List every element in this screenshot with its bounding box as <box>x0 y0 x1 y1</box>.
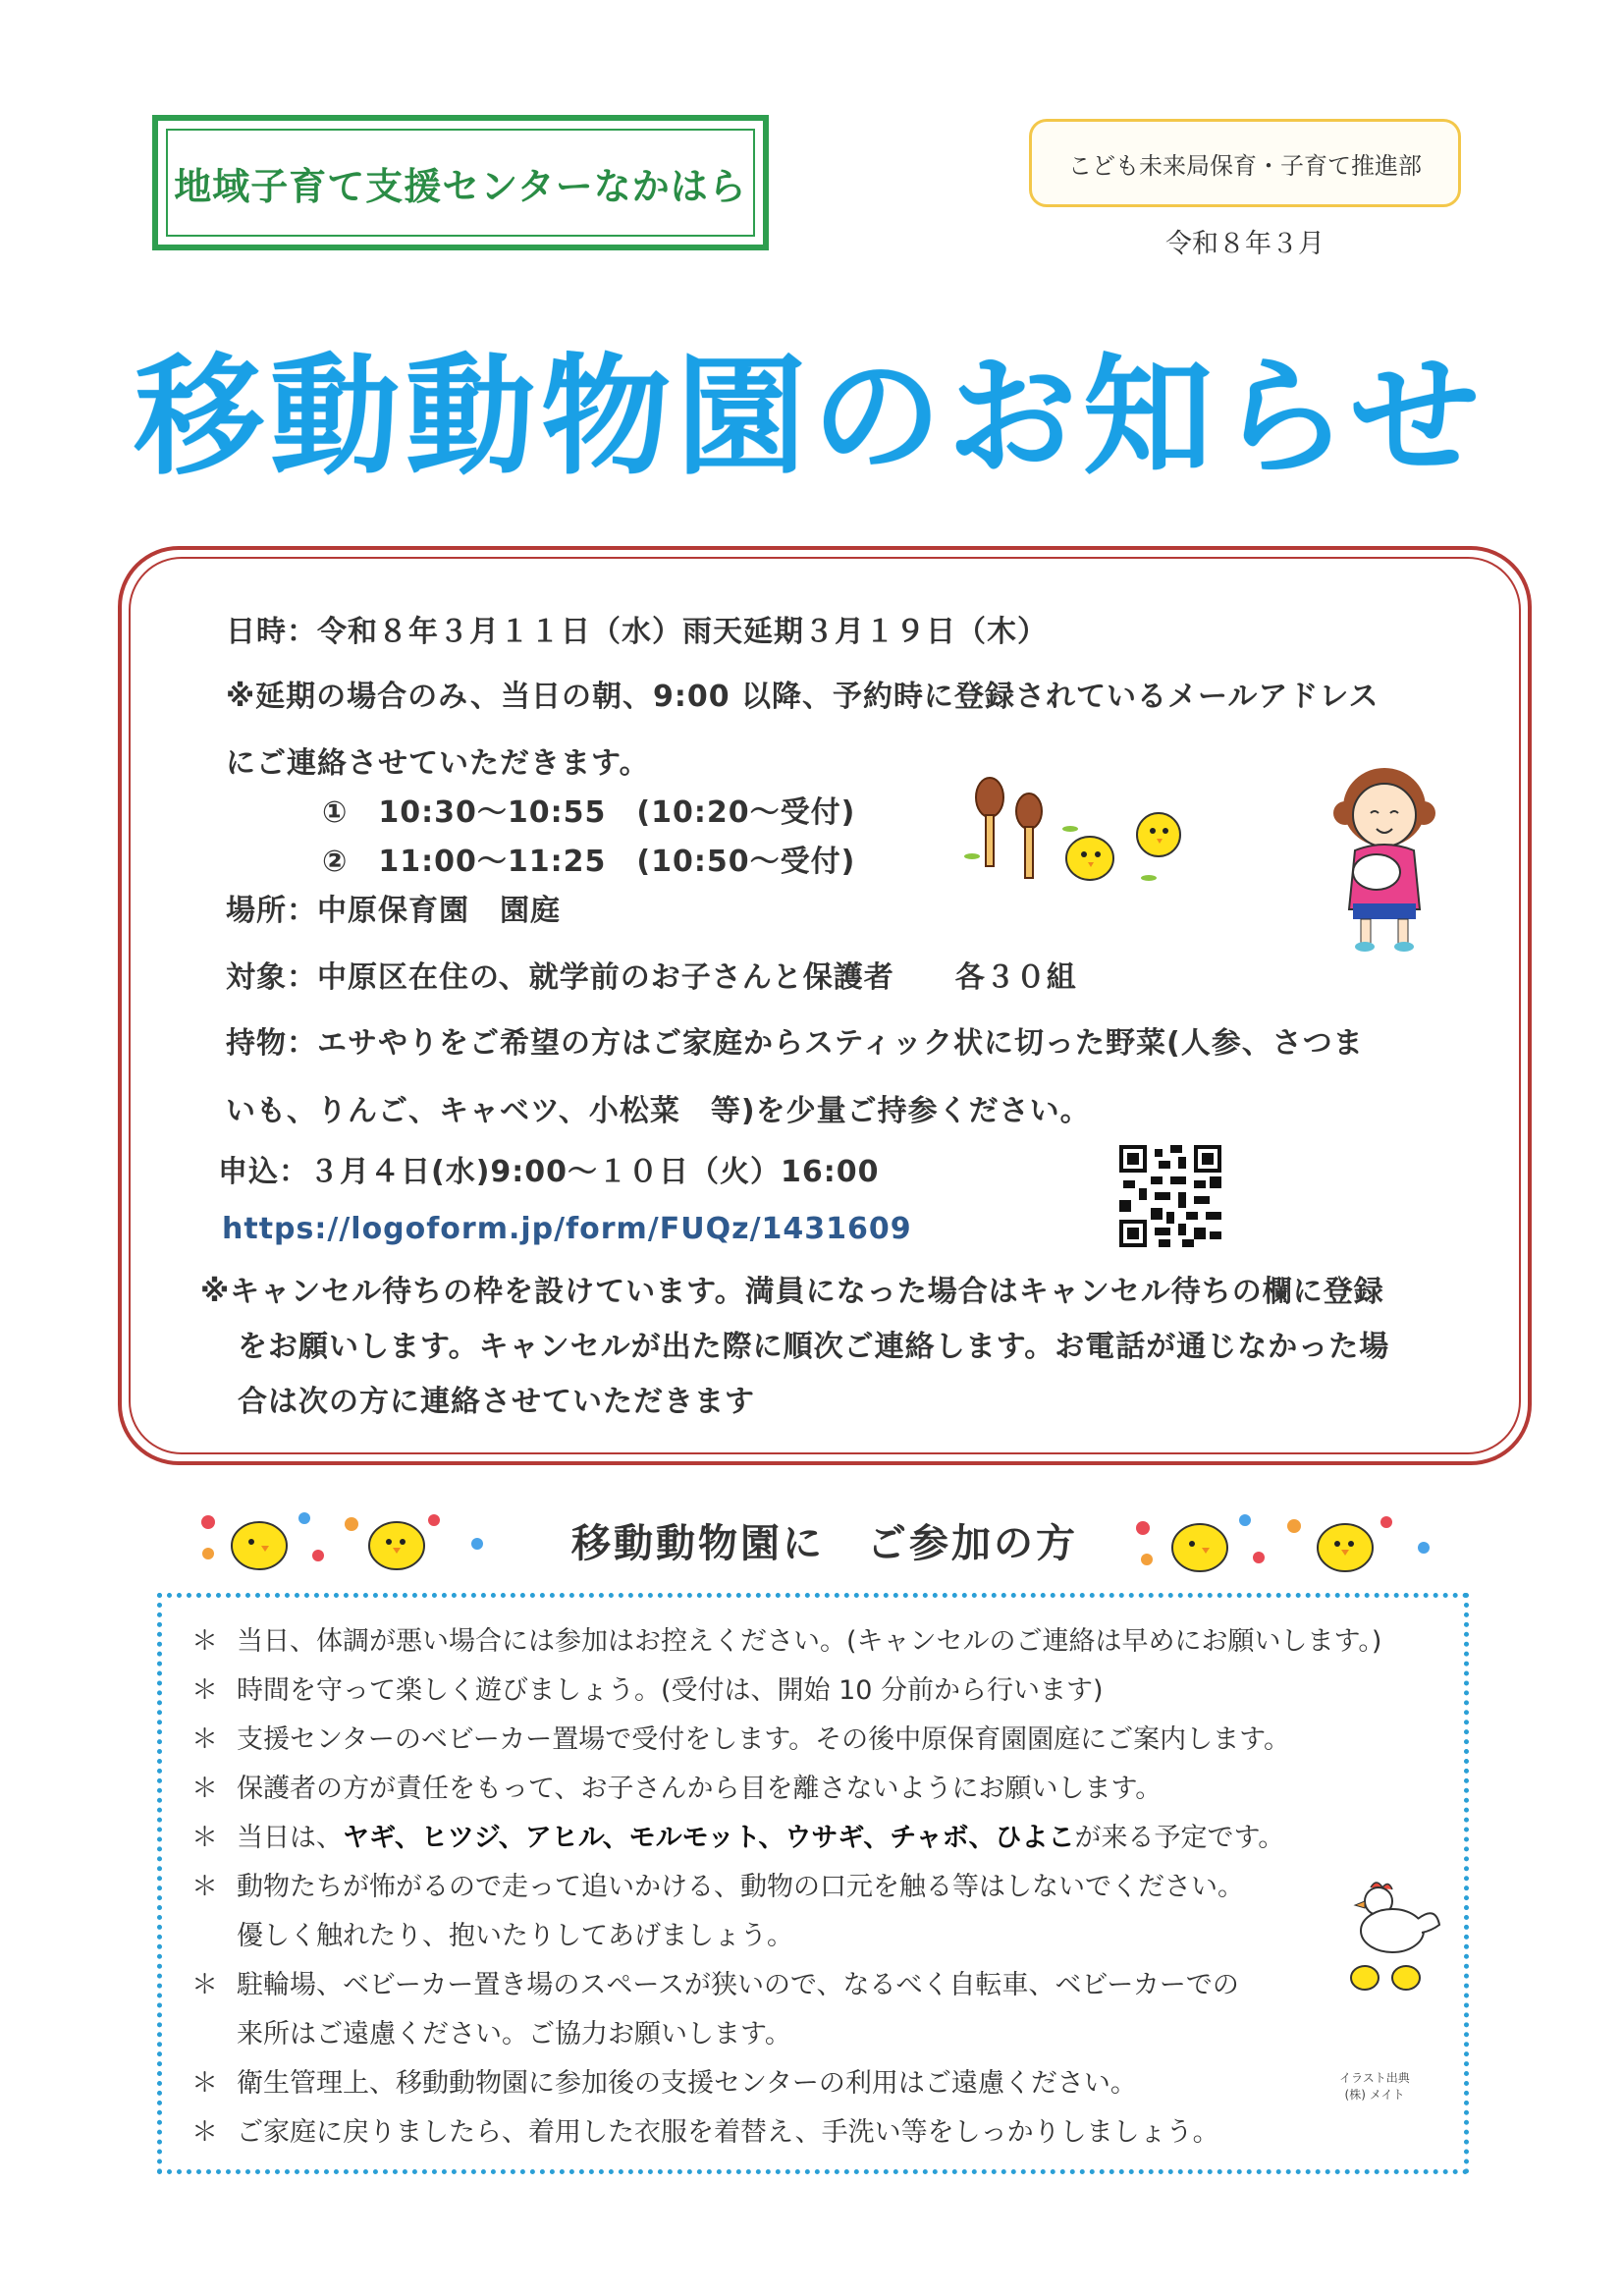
note-animals <box>191 1816 1284 1854</box>
cancel-note-line-1: ※キャンセル待ちの枠を設けています。満員になった場合はキャンセル待ちの欄に登録 <box>200 1275 1384 1309</box>
note-text: 動物たちが怖がるので走って追いかける、動物の口元を触る等はしないでください。 <box>237 1872 1244 1902</box>
center-name-inner-frame <box>166 129 755 237</box>
cancel-note-line-2: をお願いします。キャンセルが出た際に順次ご連絡します。お電話が通じなかった場 <box>238 1330 1390 1364</box>
session-2-time: ② 11:00～11:25 (10:50～受付) <box>322 845 856 879</box>
note-text: 駐輪場、ベビーカー置き場のスペースが狭いので、なるべく自転車、ベビーカーでの <box>237 1970 1239 2000</box>
credit-line-1: イラスト出典 <box>1339 2071 1410 2085</box>
bullet-icon: ＊ <box>191 1626 218 1657</box>
note-reception <box>191 1718 1290 1756</box>
department-name: こども未来局保育・子育て推進部 <box>1068 151 1422 180</box>
section-heading: 移動動物園に ご参加の方 <box>571 1521 1078 1566</box>
note-text-pre: 当日は、 <box>237 1823 343 1853</box>
note-behavior-cont <box>191 1914 793 1952</box>
note-text: 当日、体調が悪い場合には参加はお控えください。(キャンセルのご連絡は早めにお願いします。) <box>237 1626 1382 1657</box>
event-place: 場所：中原保育園 園庭 <box>226 894 561 928</box>
cancel-note-line-3: 合は次の方に連絡させていただきます <box>238 1385 755 1419</box>
note-behavior <box>191 1865 1244 1903</box>
flower-chick-border-right <box>1129 1504 1443 1579</box>
application-url-link[interactable]: https://logoform.jp/form/FUQz/1431609 <box>222 1212 912 1246</box>
flower-chick-border-left <box>194 1504 499 1579</box>
belongings-line-1: 持物：エサやりをご希望の方はご家庭からスティック状に切った野菜(人参、さつま <box>226 1026 1364 1061</box>
postpone-note-line-1: ※延期の場合のみ、当日の朝、9:00 以降、予約時に登録されているメールアドレス <box>226 680 1380 714</box>
note-text: 保護者の方が責任をもって、お子さんから目を離さないようにお願いします。 <box>237 1774 1163 1804</box>
note-parking-cont <box>191 2012 791 2050</box>
postpone-note-line-2: にご連絡させていただきます。 <box>226 746 650 781</box>
note-guardian <box>191 1767 1162 1805</box>
rabbit-icon <box>1353 854 1400 890</box>
chick-icon <box>1172 1524 1373 1571</box>
note-text: 来所はご遠慮ください。ご協力お願いします。 <box>237 2019 791 2050</box>
participant-notes-box <box>157 1593 1469 2174</box>
chick-icon <box>1066 813 1180 880</box>
girl-holding-rabbit-illustration <box>1306 756 1463 953</box>
maraca-icon <box>976 778 1042 878</box>
note-text: 時間を守って楽しく遊びましょう。(受付は、開始 10 分前から行います) <box>237 1675 1104 1706</box>
belongings-line-2: いも、りんご、キャベツ、小松菜 等)を少量ご持参ください。 <box>226 1094 1091 1128</box>
chick-icon <box>232 1522 424 1569</box>
bullet-icon: ＊ <box>191 1774 218 1804</box>
note-parking <box>191 1963 1239 2001</box>
animal-list: ヤギ、ヒツジ、アヒル、モルモット、ウサギ、チャボ、ひよこ <box>343 1823 1075 1853</box>
note-health <box>191 1619 1381 1658</box>
page-title: 移動動物園のお知らせ <box>134 342 1487 493</box>
qr-code[interactable] <box>1119 1145 1221 1247</box>
department-box <box>1029 119 1461 207</box>
credit-line-2: (株) メイト <box>1344 2088 1405 2102</box>
chick-icon <box>1351 1966 1379 1990</box>
bullet-icon: ＊ <box>191 1675 218 1706</box>
center-name: 地域子育て支援センターなかはら <box>174 164 747 208</box>
note-after-visit <box>191 2110 1219 2149</box>
note-text: ご家庭に戻りましたら、着用した衣服を着替え、手洗い等をしっかりしましょう。 <box>237 2117 1219 2148</box>
note-text: 優しく触れたり、抱いたりしてあげましょう。 <box>237 1921 793 1951</box>
chick-and-maraca-illustration <box>962 770 1198 898</box>
note-time <box>191 1668 1104 1707</box>
bullet-icon: ＊ <box>191 1872 218 1902</box>
event-target: 対象：中原区在住の、就学前のお子さんと保護者 各３０組 <box>226 960 1077 995</box>
bullet-icon: ＊ <box>191 1724 218 1755</box>
application-period: 申込：３月４日(水)9:00～１０日（火）16:00 <box>218 1155 880 1189</box>
illustration-credit <box>1316 2070 1434 2104</box>
event-datetime: 日時：令和８年３月１１日（水）雨天延期３月１９日（木） <box>226 615 1048 649</box>
bullet-icon: ＊ <box>191 2068 218 2099</box>
note-hygiene <box>191 2061 1137 2100</box>
hen-with-chicks-illustration <box>1335 1876 1443 2001</box>
bullet-icon: ＊ <box>191 2117 218 2148</box>
bullet-icon: ＊ <box>191 1970 218 2000</box>
bullet-icon: ＊ <box>191 1823 218 1853</box>
session-1-time: ① 10:30～10:55 (10:20～受付) <box>322 795 856 830</box>
note-text: 支援センターのベビーカー置場で受付をします。その後中原保育園園庭にご案内します。 <box>237 1724 1290 1755</box>
issue-date: 令和８年３月 <box>1165 229 1325 259</box>
note-text-post: が来る予定です。 <box>1074 1823 1285 1853</box>
note-text: 衛生管理上、移動動物園に参加後の支援センターの利用はご遠慮ください。 <box>237 2068 1137 2099</box>
center-name-box <box>152 115 769 250</box>
